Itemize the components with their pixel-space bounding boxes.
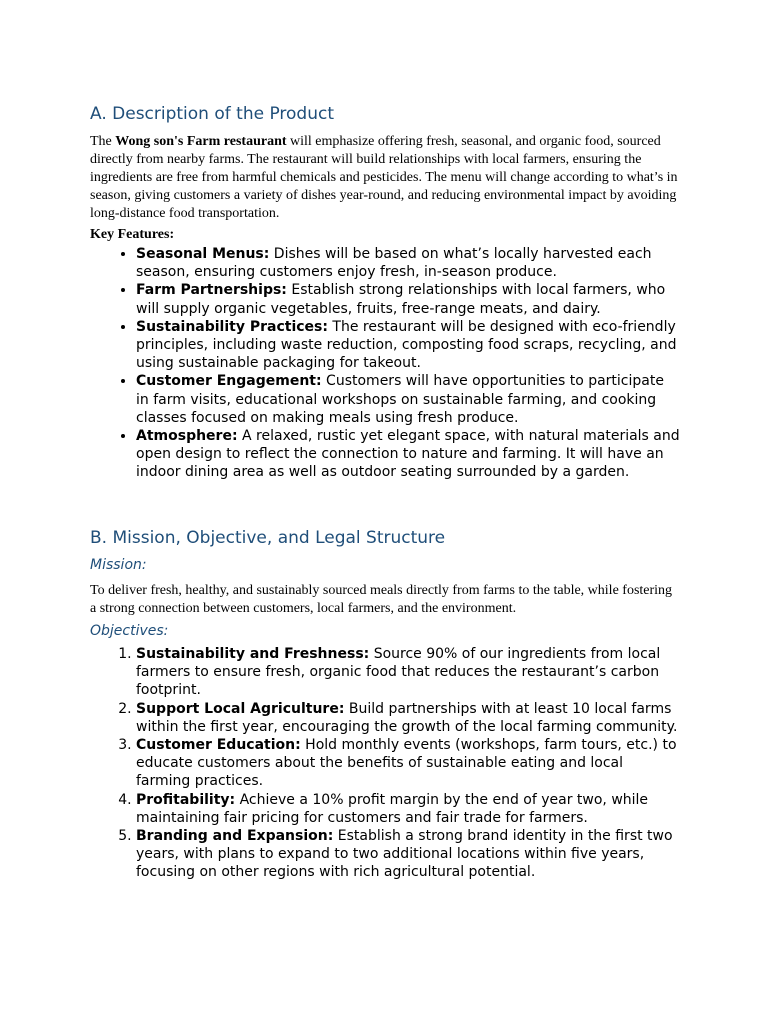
intro-rest: will emphasize offering fresh, seasonal, and organic food, sourced directly from nearby farms. The restaurant will build relationships with local farmers, ensuring the ingredients are free from harmful chemicals and pesticides. The menu will change according to what’s in season, giving customers a variety of dishes year-round, and reducing environmental impact by avoiding long-distance food transportation. <box>90 134 678 221</box>
objective-title: Profitability: <box>136 791 236 808</box>
intro-prefix: The <box>90 134 116 149</box>
list-item <box>136 645 680 700</box>
feature-text: Dishes will be based on what’s locally harvested each season, ensuring customers enjoy fresh, in-season produce. <box>136 246 652 281</box>
feature-text: A relaxed, rustic yet elegant space, with natural materials and open design to reflect the connection to nature and farming. It will have an indoor dining area as well as outdoor seating surrounded by a garden. <box>136 428 680 481</box>
objective-text: Hold monthly events (workshops, farm tours, etc.) to educate customers about the benefits of sustainable eating and local farming practices. <box>136 737 677 790</box>
feature-title: Seasonal Menus: <box>136 246 270 262</box>
restaurant-name: Wong son's Farm restaurant <box>115 134 287 149</box>
list-item <box>136 736 680 791</box>
section-b-heading: B. Mission, Objective, and Legal Structure <box>90 528 446 548</box>
list-item <box>136 791 680 827</box>
feature-text: Customers will have opportunities to participate in farm visits, educational workshops on sustainable farming, and cooking classes focused on making meals using fresh produce. <box>136 373 664 426</box>
list-item <box>136 427 680 482</box>
feature-title: Atmosphere: <box>136 428 238 445</box>
feature-title: Sustainability Practices: <box>136 318 328 335</box>
feature-title: Customer Engagement: <box>136 373 322 390</box>
objective-title: Customer Education: <box>136 737 301 754</box>
list-item <box>136 281 680 317</box>
list-item <box>136 318 680 373</box>
objectives-list <box>90 645 680 882</box>
objective-text: Achieve a 10% profit margin by the end of year two, while maintaining fair pricing for customers and fair trade for farmers. <box>136 791 649 826</box>
list-item <box>136 700 680 736</box>
list-item <box>136 827 680 882</box>
mission-heading: Mission: <box>90 557 147 573</box>
list-item <box>136 245 680 281</box>
key-features-label: Key Features: <box>90 227 175 242</box>
objective-text: Source 90% of our ingredients from local farmers to ensure fresh, organic food that reduces the restaurant’s carbon footprint. <box>136 646 661 699</box>
objective-text: Establish a strong brand identity in the first two years, with plans to expand to two additional locations within five years, focusing on other regions with rich agricultural potential. <box>136 828 673 881</box>
feature-text: Establish strong relationships with local farmers, who will supply organic vegetables, fruits, free-range meats, and dairy. <box>136 282 666 317</box>
list-item <box>136 372 680 427</box>
feature-text: The restaurant will be designed with eco-friendly principles, including waste reduction, composting food scraps, recycling, and using sustainable packaging for takeout. <box>136 318 677 372</box>
feature-title: Farm Partnerships: <box>136 282 287 299</box>
objective-text: Build partnerships with at least 10 local farms within the first year, encouraging the growth of the local farming community. <box>136 700 678 735</box>
section-a-heading: A. Description of the Product <box>90 104 335 124</box>
objective-title: Branding and Expansion: <box>136 828 334 845</box>
objective-title: Support Local Agriculture: <box>136 700 345 717</box>
objectives-heading: Objectives: <box>90 623 169 639</box>
objective-title: Sustainability and Freshness: <box>136 646 370 662</box>
key-features-list <box>90 245 680 482</box>
product-intro-paragraph <box>90 133 680 223</box>
mission-paragraph: To deliver fresh, healthy, and sustainably sourced meals directly from farms to the table, while fostering a strong connection between customers, local farmers, and the environment. <box>90 583 673 616</box>
